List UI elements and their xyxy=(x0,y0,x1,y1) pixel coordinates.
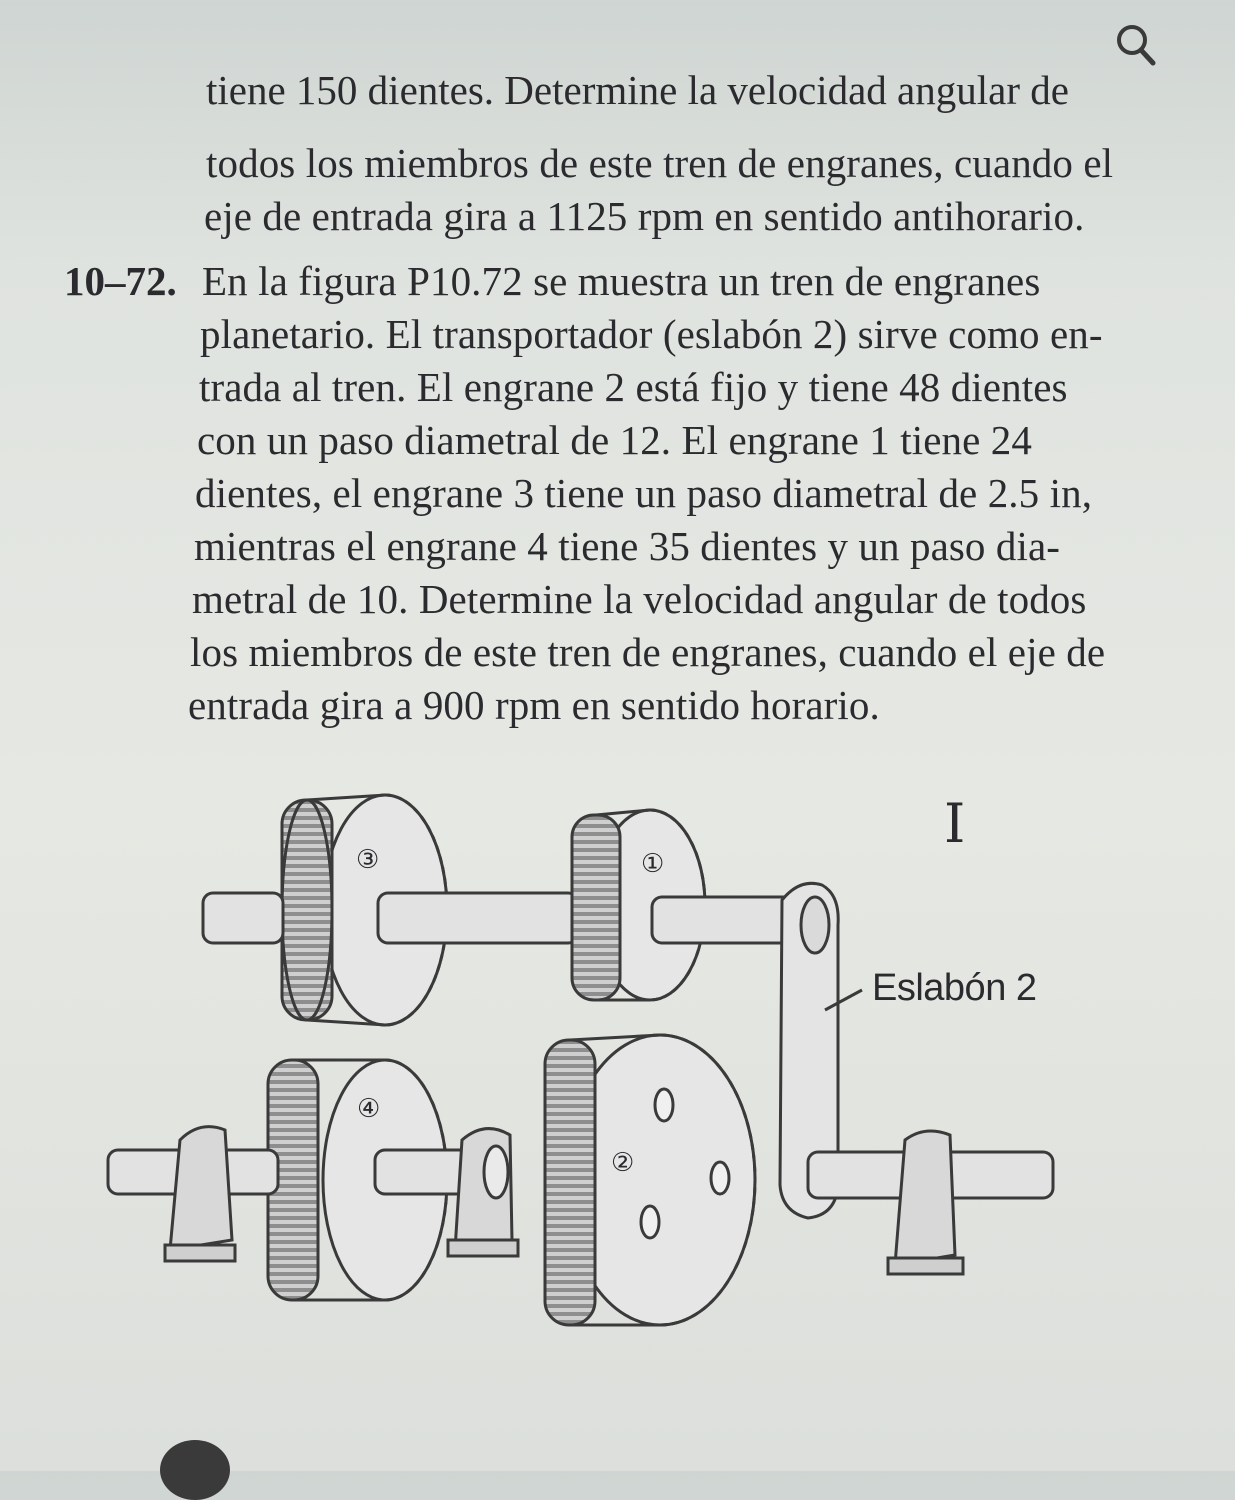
shaft-left-upper xyxy=(203,893,283,943)
prev-line-1: todos los miembros de este tren de engranes, cuando el xyxy=(206,140,1114,186)
problem-line-7: metral de 10. Determine la velocidad angular de todos xyxy=(192,576,1087,622)
text-cursor-icon: I xyxy=(944,792,966,855)
problem-line-4: con un paso diametral de 12. El engrane 1 tiene 24 xyxy=(197,417,1032,463)
problem-line-3: trada al tren. El engrane 2 está fijo y tiene 48 dientes xyxy=(199,364,1068,410)
shaft-gear3-gear1 xyxy=(378,893,578,943)
gear-2 xyxy=(545,1035,755,1325)
link-2-label: Eslabón 2 xyxy=(872,967,1037,1009)
gear-label-4: ④ xyxy=(357,1094,381,1124)
problem-line-8: los miembros de este tren de engranes, cuando el eje de xyxy=(190,629,1106,675)
problem-line-6: mientras el engrane 4 tiene 35 dientes y un paso dia- xyxy=(194,523,1061,569)
finger-shadow xyxy=(160,1440,230,1500)
cut-off-line: tiene 150 dientes. Determine la velocidad angular de xyxy=(206,67,1069,113)
problem-line-5: dientes, el engrane 3 tiene un paso diametral de 2.5 in, xyxy=(195,470,1093,516)
shaft-gear4-bearing xyxy=(375,1150,470,1194)
shaft-gear1-link xyxy=(652,897,802,943)
problem-number: 10–72. xyxy=(64,258,177,304)
bearing-left xyxy=(165,1127,235,1261)
problem-line-1: En la figura P10.72 se muestra un tren de engranes xyxy=(202,258,1041,304)
gear-label-1: ① xyxy=(641,849,665,879)
prev-line-2: eje de entrada gira a 1125 rpm en sentido antihorario. xyxy=(204,193,1085,239)
problem-line-2: planetario. El transportador (eslabón 2) sirve como en- xyxy=(200,311,1103,357)
problem-line-9: entrada gira a 900 rpm en sentido horario. xyxy=(188,682,880,728)
gear-label-2: ② xyxy=(611,1148,635,1178)
bearing-middle xyxy=(448,1129,518,1256)
gear-label-3: ③ xyxy=(356,845,380,875)
